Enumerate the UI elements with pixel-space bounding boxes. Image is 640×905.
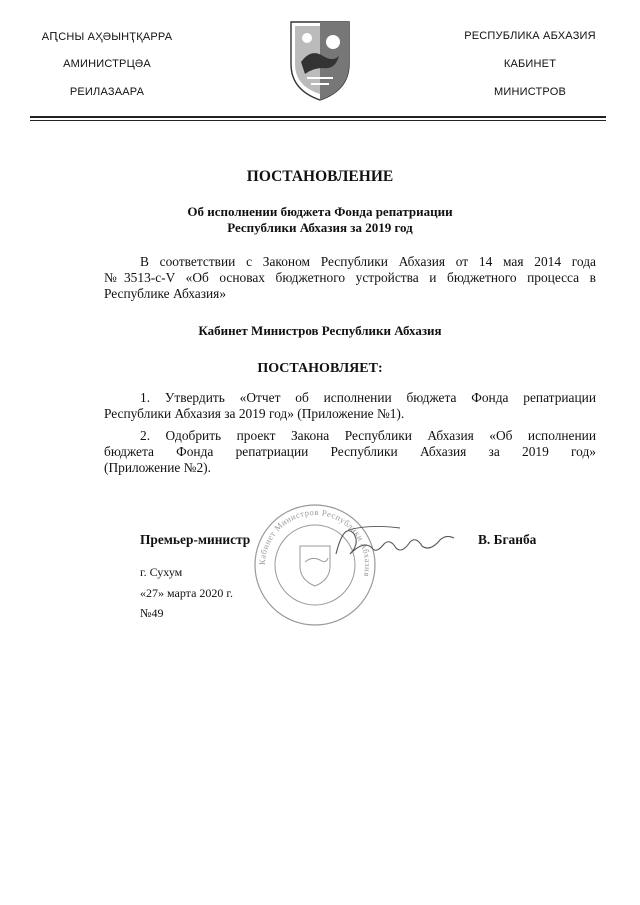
header-left-line-2: АМИНИСТРЦӘА (63, 58, 151, 70)
date-of-issue: «27» марта 2020 г. (140, 586, 233, 600)
header-rule-thick (30, 116, 606, 118)
issuer-line: Кабинет Министров Республики Абхазия (198, 323, 442, 338)
header-right-line-3: МИНИСТРОВ (493, 86, 566, 98)
signature-position: Премьер-министр (140, 532, 251, 547)
header-right-line-1: РЕСПУБЛИКА АБХАЗИЯ (464, 30, 596, 42)
signature-name: В. Бганба (478, 532, 537, 547)
preamble-line-1: В соответствии с Законом Республики Абхазия от 14 мая 2014 года (140, 254, 596, 269)
resolves-line: ПОСТАНОВЛЯЕТ: (257, 361, 383, 376)
item-2-line-2: бюджета Фонда репатриации Республики Абхазия за 2019 год» (104, 444, 596, 459)
item-1-line-1: 1. Утвердить «Отчет об исполнении бюджета Фонда репатриации (140, 390, 596, 405)
seal-ring-text: Кабинет Министров Республики Абхазия (256, 506, 374, 578)
place-of-issue: г. Сухум (140, 565, 183, 579)
document-subject-line-2: Республики Абхазия за 2019 год (227, 220, 413, 235)
document-number: №49 (140, 606, 164, 620)
preamble-line-3: Республике Абхазия» (104, 286, 227, 301)
handwritten-signature (330, 518, 460, 570)
header-rule-thin (30, 120, 606, 121)
preamble-line-2: №3513-с-V «Об основах бюджетного устройства и бюджетного процесса в (104, 270, 596, 285)
header-left-line-1: АԤСНЫ АҲӘЫНҬҚАРРА (41, 31, 173, 43)
item-2-line-3: (Приложение №2). (104, 460, 211, 475)
header-left-line-3: РЕИЛАЗААРА (69, 86, 145, 98)
header-right-line-2: КАБИНЕТ (503, 58, 557, 70)
item-2-line-1: 2. Одобрить проект Закона Республики Абхазия «Об исполнении (140, 428, 596, 443)
coat-of-arms-emblem (287, 18, 353, 102)
item-1-line-2: Республики Абхазия за 2019 год» (Приложение №1). (104, 406, 405, 421)
document-title: ПОСТАНОВЛЕНИЕ (246, 168, 394, 185)
document-subject-line-1: Об исполнении бюджета Фонда репатриации (187, 204, 453, 219)
